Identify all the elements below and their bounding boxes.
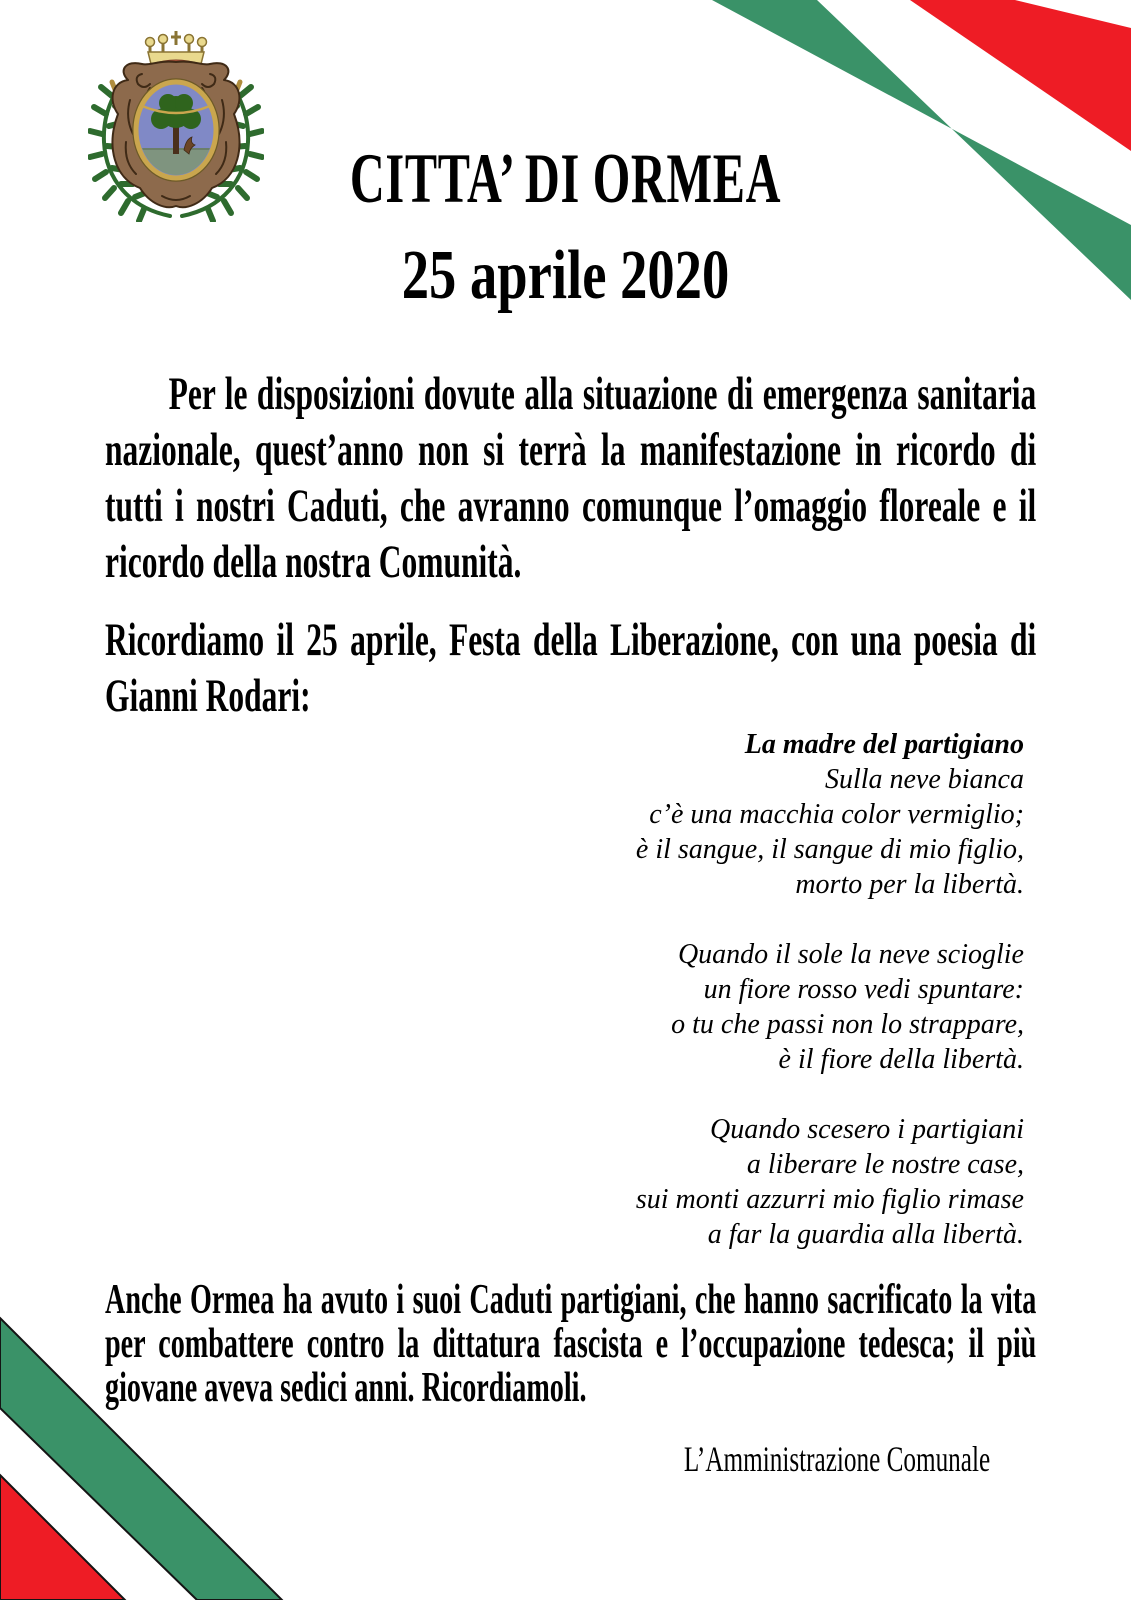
poem-line: a far la guardia alla libertà.	[707, 1219, 1024, 1250]
poem-lead-in: Ricordiamo il 25 aprile, Festa della Liberazione, con una poesia di Gianni Rodari:	[105, 614, 1037, 722]
signature-line: L’Amministrazione Comunale	[683, 1439, 991, 1479]
ormea-coat-of-arms	[88, 30, 264, 222]
poem-line: morto per la libertà.	[795, 869, 1024, 900]
intro-paragraph: Per le disposizioni dovute alla situazione di emergenza sanitaria nazionale, quest’anno non si terrà la manifestazione in ricordo di tutti i nostri Caduti, che avranno comunque l’omaggio floreale e il ricordo della nostra Comunità.	[105, 368, 1037, 588]
crest-oval	[133, 79, 219, 182]
poem-line: sui monti azzurri mio figlio rimase	[635, 1184, 1024, 1215]
date-title: 25 aprile 2020	[401, 237, 730, 314]
city-title: CITTA’ DI ORMEA	[349, 140, 782, 218]
poem-line: è il sangue, il sangue di mio figlio,	[635, 834, 1024, 865]
poem-line: a liberare le nostre case,	[746, 1149, 1024, 1180]
poem-line: Quando scesero i partigiani	[710, 1114, 1024, 1145]
poem-line: c’è una macchia color vermiglio;	[649, 799, 1024, 830]
poem-block	[404, 727, 1024, 1252]
poem-line: o tu che passi non lo strappare,	[671, 1009, 1024, 1040]
poem-line: Sulla neve bianca	[824, 764, 1024, 795]
poem-line: è il fiore della libertà.	[778, 1044, 1024, 1075]
closing-paragraph: Anche Ormea ha avuto i suoi Caduti partigiani, che hanno sacrificato la vita per combattere contro la dittatura fascista e l’occupazione tedesca; il più giovane aveva sedici anni. Ricordiamoli.	[105, 1277, 1037, 1411]
poem-stanza	[404, 1112, 1024, 1252]
poem-stanza	[404, 762, 1024, 902]
poem-title: La madre del partigiano	[744, 729, 1024, 760]
poem-line: un fiore rosso vedi spuntare:	[703, 974, 1024, 1005]
poem-line: Quando il sole la neve scioglie	[677, 939, 1024, 970]
poem-stanzas	[404, 762, 1024, 1252]
poem-stanza	[404, 937, 1024, 1077]
tree-trunk	[173, 124, 179, 154]
top-right-red-stripe	[910, 0, 1131, 151]
